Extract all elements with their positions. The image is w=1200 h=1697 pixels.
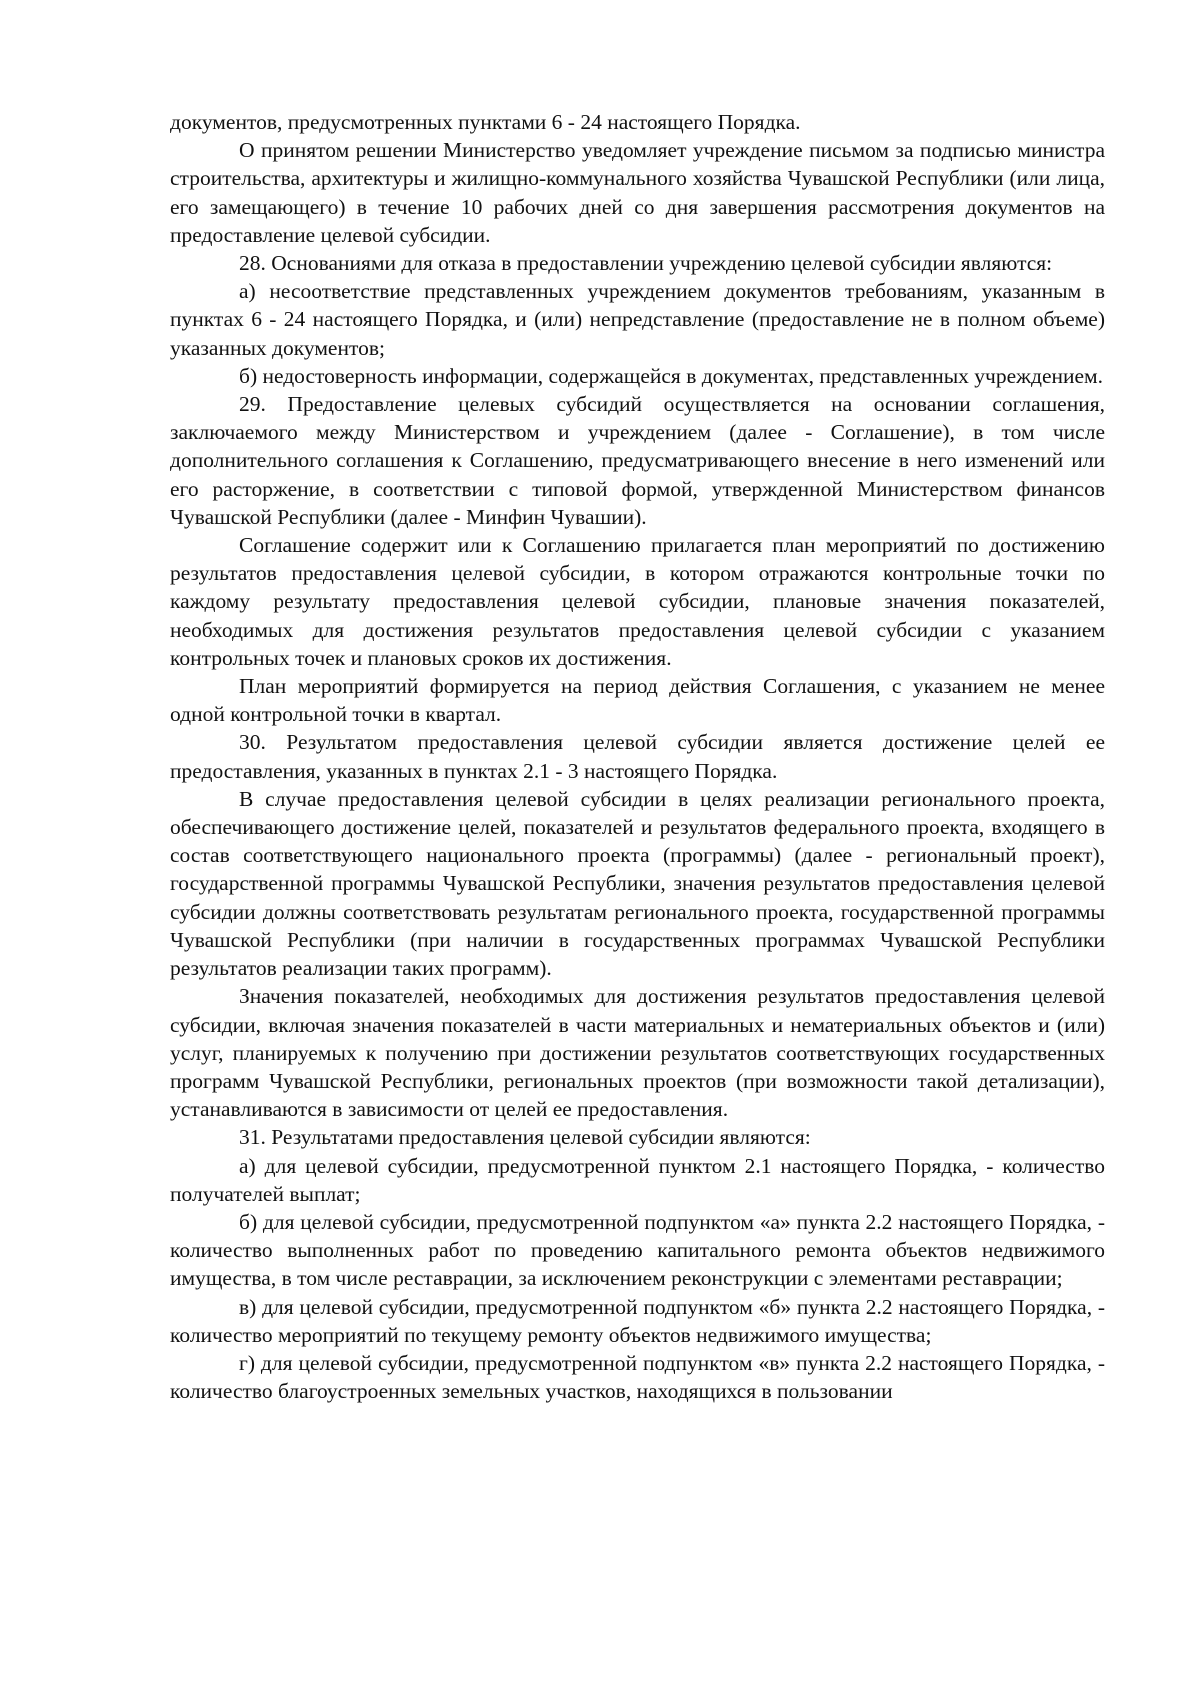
paragraph-31-g: г) для целевой субсидии, предусмотренной подпунктом «в» пункта 2.2 настоящего Порядка, - количество благоустроенных земельных участков, находящихся в пользовании <box>170 1350 1105 1404</box>
paragraph-31-v: в) для целевой субсидии, предусмотренной подпунктом «б» пункта 2.2 настоящего Порядка, - количество мероприятий по текущему ремонту объектов недвижимого имущества; <box>170 1294 1105 1347</box>
paragraph-28-b: б) недостоверность информации, содержащейся в документах, представленных учреждением. <box>239 363 1104 388</box>
paragraph-plan-period: План мероприятий формируется на период действия Соглашения, с указанием не менее одной контрольной точки в квартал. <box>170 674 1105 727</box>
document-page <box>170 108 1105 1405</box>
paragraph-29: 29. Предоставление целевых субсидий осуществляется на основании соглашения, заключаемого между Министерством и учреждением (далее - Соглашение), в том числе дополнительного соглашения к Соглашению, предусматривающего внесение в него изменений или его расторжение, в соответствии с типовой формой, утвержденной Министерством финансов Чувашской Республики (далее - Минфин Чувашии). <box>170 392 1105 529</box>
paragraph-agreement-plan: Соглашение содержит или к Соглашению прилагается план мероприятий по достижению результатов предоставления целевой субсидии, в котором отражаются контрольные точки по каждому результату предоставления целевой субсидии, плановые значения показателей, необходимых для достижения результатов предоставления целевой субсидии с указанием контрольных точек и плановых сроков их достижения. <box>170 533 1105 670</box>
paragraph-31-b: б) для целевой субсидии, предусмотренной подпунктом «а» пункта 2.2 настоящего Порядка, - количество выполненных работ по проведению капитального ремонта объектов недвижимого имущества, в том числе реставрации, за исключением реконструкции с элементами реставрации; <box>170 1209 1105 1291</box>
paragraph-indicator-values: Значения показателей, необходимых для достижения результатов предоставления целевой субсидии, включая значения показателей в части материальных и нематериальных объектов и (или) услуг, планируемых к получению при достижении результатов соответствующих государственных программ Чувашской Республики, региональных проектов (при возможности такой детализации), устанавливаются в зависимости от целей ее предоставления. <box>170 984 1105 1122</box>
paragraph-continuation: документов, предусмотренных пунктами 6 - 24 настоящего Порядка. <box>170 110 801 134</box>
paragraph-28-a: а) несоответствие представленных учреждением документов требованиям, указанным в пунктах 6 - 24 настоящего Порядка, и (или) непредставление (предоставление не в полном объеме) указанных документов; <box>170 279 1105 360</box>
paragraph-28: 28. Основаниями для отказа в предоставлении учреждению целевой субсидии являются: <box>239 251 1053 276</box>
paragraph-31: 31. Результатами предоставления целевой субсидии являются: <box>239 1125 811 1150</box>
paragraph-30: 30. Результатом предоставления целевой субсидии является достижение целей ее предоставления, указанных в пунктах 2.1 - 3 настоящего Порядка. <box>170 730 1105 783</box>
paragraph-regional-project: В случае предоставления целевой субсидии в целях реализации регионального проекта, обеспечивающего достижение целей, показателей и результатов федерального проекта, входящего в состав соответствующего национального проекта (программы) (далее - региональный проект), государственной программы Чувашской Республики, значения результатов предоставления целевой субсидии должны соответствовать результатам регионального проекта, государственной программы Чувашской Республики (при наличии в государственных программах Чувашской Республики результатов реализации таких программ). <box>170 786 1105 981</box>
paragraph-notification: О принятом решении Министерство уведомляет учреждение письмом за подписью министра строительства, архитектуры и жилищно-коммунального хозяйства Чувашской Республики (или лица, его замещающего) в течение 10 рабочих дней со дня завершения рассмотрения документов на предоставление целевой субсидии. <box>170 138 1105 247</box>
paragraph-31-a: а) для целевой субсидии, предусмотренной пунктом 2.1 настоящего Порядка, - количество получателей выплат; <box>170 1153 1105 1206</box>
